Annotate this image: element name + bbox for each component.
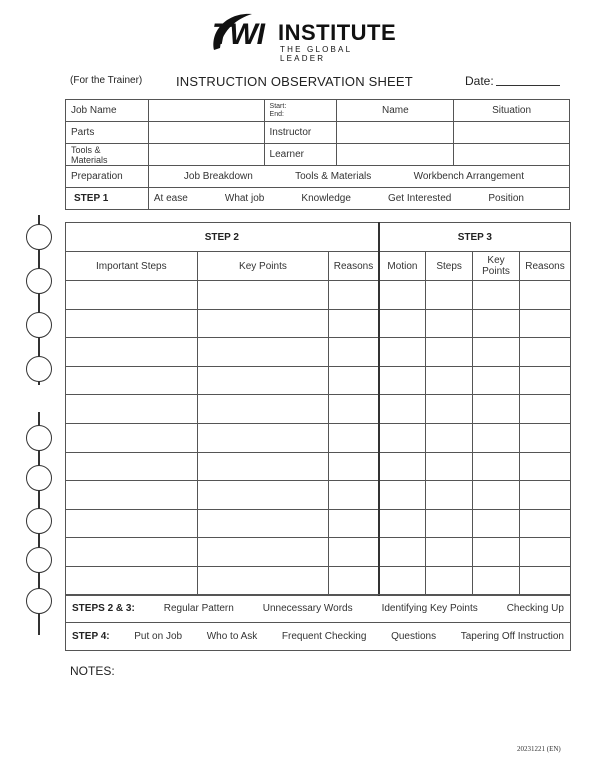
grid-cell[interactable] <box>520 395 571 424</box>
grid-cell[interactable] <box>197 395 329 424</box>
steps23-label: STEPS 2 & 3: <box>72 603 135 614</box>
table-row <box>66 423 571 452</box>
situation-label: Situation <box>454 100 570 122</box>
col-important-steps: Important Steps <box>66 252 198 281</box>
grid-cell[interactable] <box>426 281 473 310</box>
grid-cell[interactable] <box>379 423 426 452</box>
preparation-label: Preparation <box>66 166 149 188</box>
ring-icon <box>26 508 52 534</box>
steps23-item[interactable]: Identifying Key Points <box>381 603 478 614</box>
ring-icon <box>26 356 52 382</box>
grid-cell[interactable] <box>379 338 426 367</box>
ring-icon <box>26 312 52 338</box>
table-row <box>66 395 571 424</box>
grid-cell[interactable] <box>329 481 379 510</box>
table-row <box>66 452 571 481</box>
key-points-line1: Key <box>487 255 505 266</box>
grid-cell[interactable] <box>66 509 198 538</box>
grid-cell[interactable] <box>379 281 426 310</box>
table-row <box>66 481 571 510</box>
grid-cell[interactable] <box>473 423 520 452</box>
info-table <box>65 99 570 210</box>
step3-header: STEP 3 <box>379 223 571 252</box>
grid-cell[interactable] <box>520 509 571 538</box>
logo-tagline: THE GLOBAL LEADER <box>280 45 352 63</box>
step4-item[interactable]: Frequent Checking <box>281 631 367 642</box>
steps23-item[interactable]: Checking Up <box>506 603 564 614</box>
grid-cell[interactable] <box>379 509 426 538</box>
step1-item[interactable]: Knowledge <box>301 193 351 204</box>
prep-item[interactable]: Job Breakdown <box>183 171 253 182</box>
grid-cell[interactable] <box>473 538 520 567</box>
ring-icon <box>26 465 52 491</box>
grid-cell[interactable] <box>426 309 473 338</box>
grid-cell[interactable] <box>520 452 571 481</box>
parts-label: Parts <box>66 122 149 144</box>
grid-cell[interactable] <box>426 366 473 395</box>
grid-cell[interactable] <box>66 566 198 595</box>
step4-row <box>66 623 571 651</box>
grid-cell[interactable] <box>197 366 329 395</box>
grid-cell[interactable] <box>426 338 473 367</box>
col-key-points-step3 <box>473 252 520 281</box>
grid-cell[interactable] <box>426 423 473 452</box>
learner-label: Learner <box>264 144 337 166</box>
grid-cell[interactable] <box>329 452 379 481</box>
grid-cell[interactable] <box>520 281 571 310</box>
table-row <box>66 338 571 367</box>
step1-label: STEP 1 <box>66 188 149 210</box>
prep-item[interactable]: Workbench Arrangement <box>413 171 524 182</box>
grid-cell[interactable] <box>473 452 520 481</box>
table-row <box>66 309 571 338</box>
grid-cell[interactable] <box>66 281 198 310</box>
grid-cell[interactable] <box>329 309 379 338</box>
steps23-row <box>66 595 571 623</box>
grid-cell[interactable] <box>473 281 520 310</box>
grid-body <box>66 281 571 596</box>
col-reasons-step3: Reasons <box>520 252 571 281</box>
start-label: Start: <box>269 102 287 110</box>
grid-cell[interactable] <box>197 281 329 310</box>
grid-cell[interactable] <box>329 338 379 367</box>
logo-brand: TWI <box>212 18 264 51</box>
grid-cell[interactable] <box>66 309 198 338</box>
ring-icon <box>26 224 52 250</box>
grid-cell[interactable] <box>379 452 426 481</box>
table-row <box>66 538 571 567</box>
tools-label-line2: Materials <box>71 154 108 165</box>
grid-cell[interactable] <box>329 538 379 567</box>
grid-cell[interactable] <box>66 338 198 367</box>
learner-name-field[interactable] <box>337 144 454 166</box>
date-field[interactable] <box>496 85 560 86</box>
prep-item[interactable]: Tools & Materials <box>295 171 372 182</box>
grid-cell[interactable] <box>66 481 198 510</box>
grid-cell[interactable] <box>66 452 198 481</box>
grid-cell[interactable] <box>426 395 473 424</box>
grid-cell[interactable] <box>426 538 473 567</box>
tools-label-line1: Tools & <box>71 144 101 155</box>
grid-cell[interactable] <box>473 566 520 595</box>
grid-cell[interactable] <box>520 366 571 395</box>
grid-cell[interactable] <box>426 509 473 538</box>
col-reasons: Reasons <box>329 252 379 281</box>
learner-situation-field[interactable] <box>454 144 570 166</box>
col-motion: Motion <box>379 252 426 281</box>
notes-label: NOTES: <box>70 664 115 678</box>
name-label: Name <box>337 100 454 122</box>
steps23-item[interactable]: Unnecessary Words <box>262 603 353 614</box>
grid-cell[interactable] <box>379 309 426 338</box>
grid-cell[interactable] <box>379 566 426 595</box>
grid-cell[interactable] <box>197 481 329 510</box>
grid-cell[interactable] <box>66 366 198 395</box>
step1-item[interactable]: At ease <box>153 193 188 204</box>
for-trainer-label: (For the Trainer) <box>70 75 143 86</box>
instructor-label: Instructor <box>264 122 337 144</box>
grid-cell[interactable] <box>329 566 379 595</box>
step4-label: STEP 4: <box>72 631 110 642</box>
grid-cell[interactable] <box>197 309 329 338</box>
grid-cell[interactable] <box>329 366 379 395</box>
grid-cell[interactable] <box>520 481 571 510</box>
grid-cell[interactable] <box>520 566 571 595</box>
grid-cell[interactable] <box>426 452 473 481</box>
grid-cell[interactable] <box>197 423 329 452</box>
grid-cell[interactable] <box>197 338 329 367</box>
grid-cell[interactable] <box>379 481 426 510</box>
col-key-points: Key Points <box>197 252 329 281</box>
grid-cell[interactable] <box>426 566 473 595</box>
tools-materials-label <box>66 144 149 166</box>
step4-item[interactable]: Who to Ask <box>206 631 258 642</box>
start-end-field[interactable] <box>264 100 337 122</box>
document-code: 20231221 (EN) <box>517 745 561 753</box>
grid-cell[interactable] <box>520 538 571 567</box>
grid-cell[interactable] <box>379 538 426 567</box>
ring-icon <box>26 268 52 294</box>
steps-grid <box>65 222 571 596</box>
grid-cell[interactable] <box>520 423 571 452</box>
grid-cell[interactable] <box>426 481 473 510</box>
date-label: Date: <box>465 74 494 88</box>
step1-item[interactable]: Get Interested <box>387 193 452 204</box>
step4-item[interactable]: Tapering Off Instruction <box>460 631 564 642</box>
grid-cell[interactable] <box>473 338 520 367</box>
step1-item[interactable]: What job <box>224 193 265 204</box>
grid-cell[interactable] <box>66 538 198 567</box>
parts-field[interactable] <box>148 122 264 144</box>
preparation-items <box>148 166 569 188</box>
key-points-line2: Points <box>482 266 510 277</box>
grid-cell[interactable] <box>473 395 520 424</box>
criteria-table <box>65 594 571 651</box>
twi-institute-logo <box>212 14 397 63</box>
job-name-label: Job Name <box>66 100 149 122</box>
step4-item[interactable]: Put on Job <box>134 631 183 642</box>
job-name-field[interactable] <box>148 100 264 122</box>
grid-cell[interactable] <box>379 395 426 424</box>
step1-item[interactable]: Position <box>488 193 524 204</box>
steps23-item[interactable]: Regular Pattern <box>163 603 234 614</box>
table-row <box>66 366 571 395</box>
grid-cell[interactable] <box>520 309 571 338</box>
end-label: End: <box>269 110 284 118</box>
logo-name: INSTITUTE <box>278 20 397 45</box>
col-steps: Steps <box>426 252 473 281</box>
step4-item[interactable]: Questions <box>391 631 437 642</box>
step1-items <box>148 188 569 210</box>
grid-cell[interactable] <box>329 395 379 424</box>
table-row <box>66 281 571 310</box>
page-title: INSTRUCTION OBSERVATION SHEET <box>176 74 413 89</box>
table-row <box>66 509 571 538</box>
instructor-situation-field[interactable] <box>454 122 570 144</box>
grid-cell[interactable] <box>520 338 571 367</box>
grid-cell[interactable] <box>473 366 520 395</box>
instructor-name-field[interactable] <box>337 122 454 144</box>
grid-cell[interactable] <box>329 423 379 452</box>
grid-cell[interactable] <box>197 509 329 538</box>
grid-cell[interactable] <box>379 366 426 395</box>
table-row <box>66 566 571 595</box>
ring-icon <box>26 588 52 614</box>
grid-cell[interactable] <box>473 481 520 510</box>
grid-cell[interactable] <box>66 423 198 452</box>
grid-cell[interactable] <box>473 309 520 338</box>
binder-rings <box>24 215 54 635</box>
step2-header: STEP 2 <box>66 223 379 252</box>
grid-cell[interactable] <box>197 452 329 481</box>
grid-cell[interactable] <box>66 395 198 424</box>
grid-cell[interactable] <box>473 509 520 538</box>
grid-cell[interactable] <box>329 281 379 310</box>
grid-cell[interactable] <box>197 566 329 595</box>
grid-cell[interactable] <box>197 538 329 567</box>
tools-materials-field[interactable] <box>148 144 264 166</box>
grid-cell[interactable] <box>329 509 379 538</box>
ring-icon <box>26 425 52 451</box>
ring-icon <box>26 547 52 573</box>
